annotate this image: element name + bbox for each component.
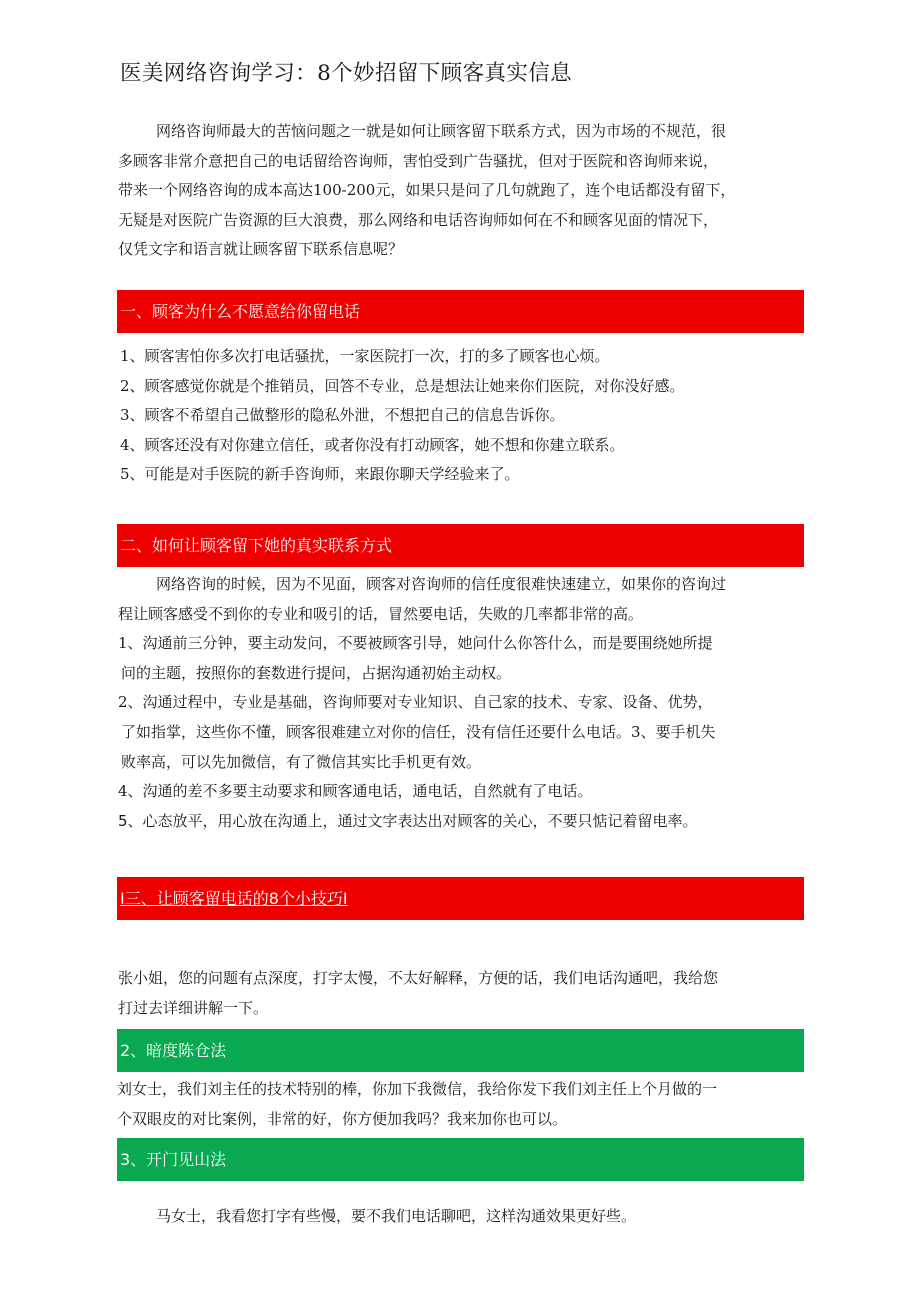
list-item: 1、顾客害怕你多次打电话骚扰，一家医院打一次，打的多了顾客也心烦。 (120, 347, 610, 365)
tip3-body (156, 1202, 846, 1232)
intro-line: 多顾客非常介意把自己的电话留给咨询师，害怕受到广告骚扰，但对于医院和咨询师来说， (118, 151, 719, 170)
section2-line: 问的主题，按照你的套数进行提问，占据沟通初始主动权。 (121, 663, 512, 682)
example-line: 打过去详细讲解一下。 (118, 998, 269, 1017)
tip2-line: 刘女士，我们刘主任的技术特别的棒，你加下我微信，我给你发下我们刘主任上个月做的一 (117, 1080, 718, 1098)
example-line: 张小姐，您的问题有点深度，打字太慢，不太好解释，方便的话，我们电话沟通吧，我给您 (118, 969, 719, 987)
list-item: 3、顾客不希望自己做整形的隐私外泄，不想把自己的信息告诉你。 (120, 406, 565, 425)
tip2-heading-bar (117, 1029, 804, 1072)
section2-line: 败率高，可以先加微信，有了微信其实比手机更有效。 (121, 752, 482, 771)
intro-paragraph (118, 117, 808, 265)
section1-list (120, 342, 685, 490)
section2-line: 2、沟通过程中，专业是基础，咨询师要对专业知识、自己家的技术、专家、设备、优势， (118, 693, 713, 712)
tip2-line: 个双眼皮的对比案例，非常的好，你方便加我吗？我来加你也可以。 (117, 1109, 568, 1128)
section2-line: 4、沟通的差不多要主动要求和顾客通电话，通电话，自然就有了电话。 (118, 782, 593, 801)
intro-line: 无疑是对医院广告资源的巨大浪费，那么网络和电话咨询师如何在不和顾客见面的情况下， (118, 210, 719, 229)
section2-heading-bar (117, 524, 804, 567)
section2-line: 了如指掌，这些你不懂，顾客很难建立对你的信任，没有信任还要什么电话。3、要手机失 (121, 722, 716, 741)
document-title: 医美网络咨询学习：8个妙招留下顾客真实信息 (120, 61, 573, 86)
section3-heading: I三、让顾客留电话的8个小技巧I (120, 889, 348, 908)
tip2-body (117, 1075, 807, 1134)
intro-line: 仅凭文字和语言就让顾客留下联系信息呢？ (118, 240, 404, 259)
section2-line: 网络咨询的时候，因为不见面，顾客对咨询师的信任度很难快速建立，如果你的咨询过 (156, 575, 727, 593)
section1-heading-bar (117, 290, 804, 333)
tip3-heading-bar (117, 1138, 804, 1181)
section2-line: 程让顾客感受不到你的专业和吸引的话，冒然要电话，失败的几率都非常的高。 (118, 604, 644, 623)
list-item: 2、顾客感觉你就是个推销员，回答不专业，总是想法让她来你们医院，对你没好感。 (120, 376, 685, 395)
section3-example (118, 964, 808, 1023)
section2-body (118, 570, 808, 836)
list-item: 5、可能是对手医院的新手咨询师，来跟你聊天学经验来了。 (120, 465, 520, 484)
tip3-heading: 3、开门见山法 (120, 1150, 227, 1169)
intro-line: 网络咨询师最大的苦恼问题之一就是如何让顾客留下联系方式，因为市场的不规范，很 (156, 122, 727, 140)
section1-heading: 一、顾客为什么不愿意给你留电话 (120, 302, 361, 321)
tip3-line: 马女士，我看您打字有些慢，要不我们电话聊吧，这样沟通效果更好些。 (156, 1207, 637, 1225)
section2-line: 1、沟通前三分钟，要主动发问，不要被顾客引导，她问什么你答什么，而是要围绕她所提 (118, 634, 713, 653)
section2-heading: 二、如何让顾客留下她的真实联系方式 (120, 536, 393, 555)
list-item: 4、顾客还没有对你建立信任，或者你没有打动顾客，她不想和你建立联系。 (120, 435, 625, 454)
intro-line: 带来一个网络咨询的成本高达100-200元，如果只是问了几句就跑了，连个电话都没有留下， (118, 181, 736, 200)
tip2-heading: 2、暗度陈仓法 (120, 1041, 227, 1060)
section2-bold-line: 5、心态放平，用心放在沟通上，通过文字表达出对顾客的关心，不要只惦记着留电率。 (118, 811, 698, 830)
section3-heading-bar (117, 877, 804, 920)
